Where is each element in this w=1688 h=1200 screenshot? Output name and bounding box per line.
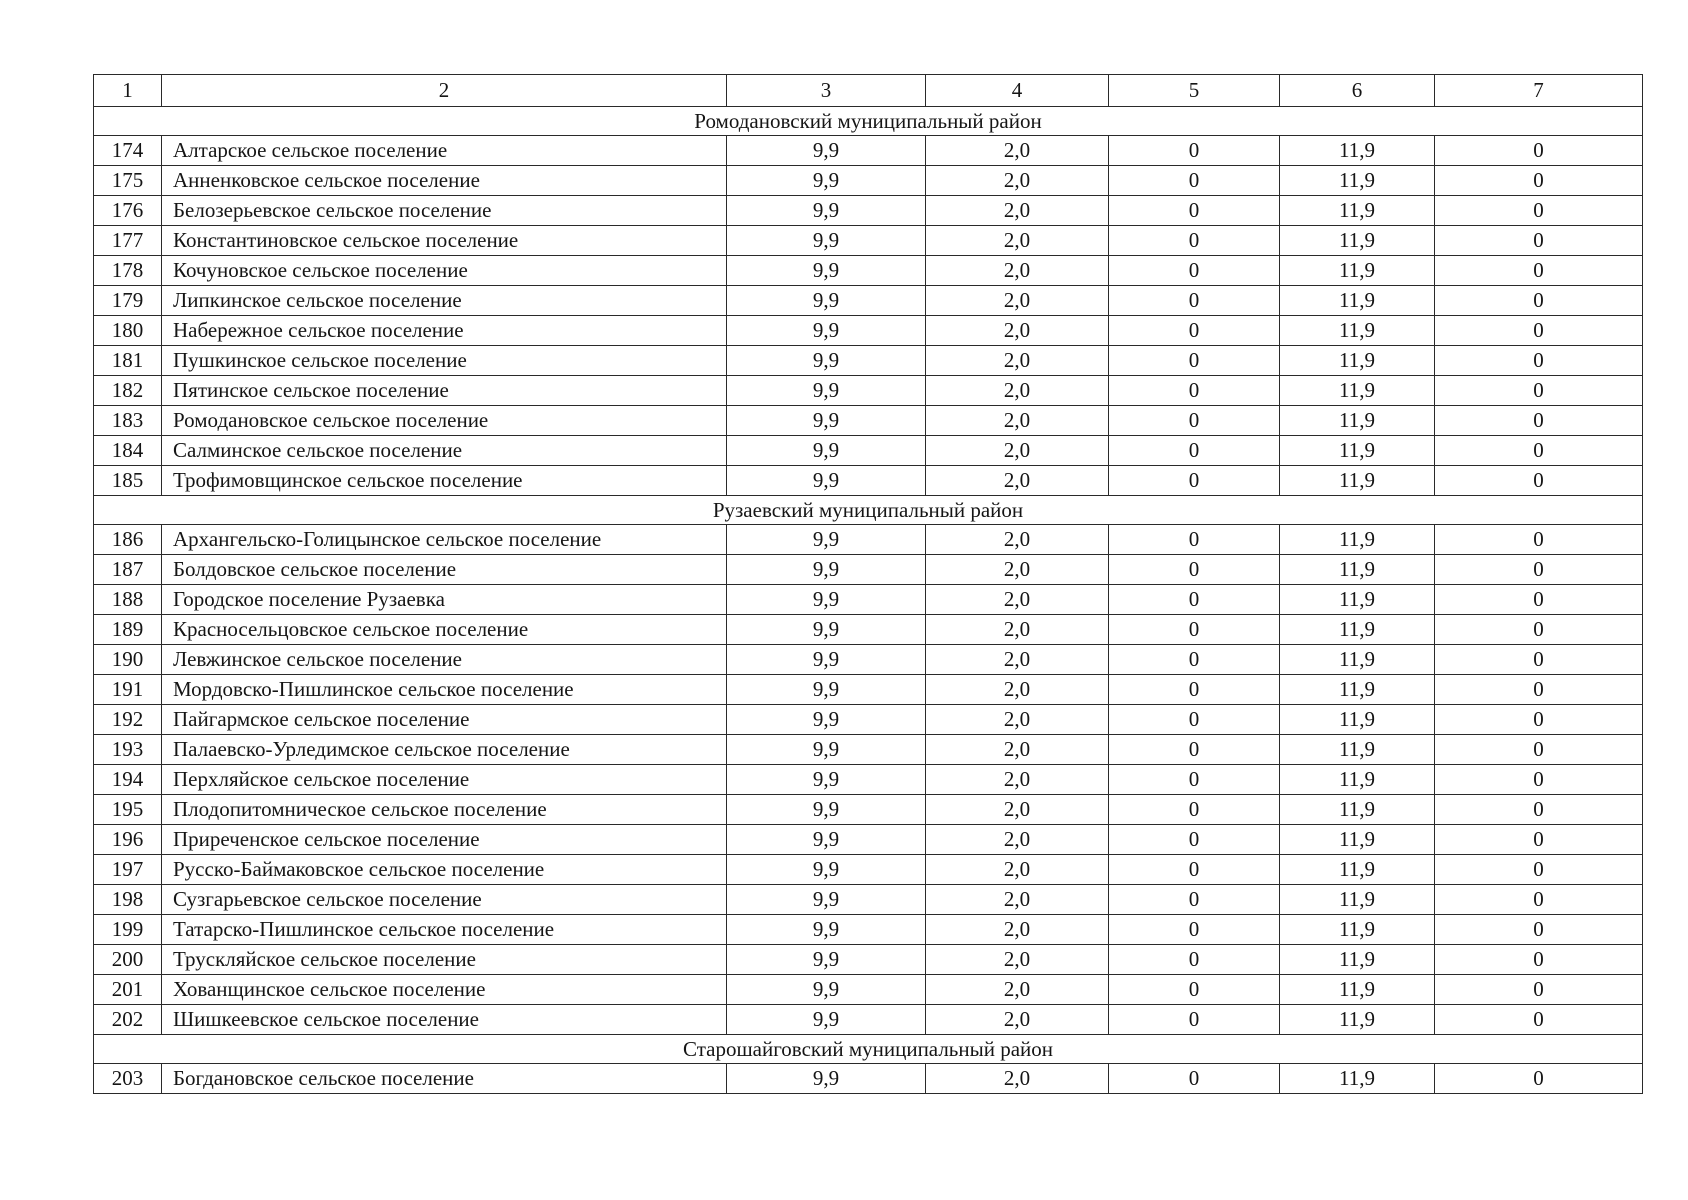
settlement-name-cell: Болдовское сельское поселение [162, 555, 727, 585]
column-6-value-cell: 11,9 [1280, 346, 1435, 376]
column-6-value-cell: 11,9 [1280, 615, 1435, 645]
column-3-value-cell: 9,9 [727, 316, 926, 346]
column-number-1: 1 [94, 75, 162, 107]
column-6-value-cell: 11,9 [1280, 585, 1435, 615]
settlement-name-cell: Мордовско-Пишлинское сельское поселение [162, 675, 727, 705]
column-6-value-cell: 11,9 [1280, 436, 1435, 466]
column-4-value-cell: 2,0 [926, 675, 1109, 705]
column-5-value-cell: 0 [1109, 286, 1280, 316]
row-number-cell: 195 [94, 795, 162, 825]
row-number-cell: 199 [94, 915, 162, 945]
column-6-value-cell: 11,9 [1280, 136, 1435, 166]
column-3-value-cell: 9,9 [727, 585, 926, 615]
column-7-value-cell: 0 [1435, 825, 1643, 855]
column-6-value-cell: 11,9 [1280, 196, 1435, 226]
settlement-name-cell: Архангельско-Голицынское сельское поселение [162, 525, 727, 555]
column-3-value-cell: 9,9 [727, 825, 926, 855]
column-4-value-cell: 2,0 [926, 376, 1109, 406]
column-4-value-cell: 2,0 [926, 735, 1109, 765]
settlement-name-cell: Белозерьевское сельское поселение [162, 196, 727, 226]
row-number-cell: 184 [94, 436, 162, 466]
column-3-value-cell: 9,9 [727, 436, 926, 466]
settlement-name-cell: Богдановское сельское поселение [162, 1064, 727, 1094]
settlement-name-cell: Татарско-Пишлинское сельское поселение [162, 915, 727, 945]
column-6-value-cell: 11,9 [1280, 825, 1435, 855]
table-row [94, 286, 1643, 316]
row-number-cell: 183 [94, 406, 162, 436]
column-4-value-cell: 2,0 [926, 346, 1109, 376]
column-4-value-cell: 2,0 [926, 406, 1109, 436]
settlement-name-cell: Анненковское сельское поселение [162, 166, 727, 196]
column-7-value-cell: 0 [1435, 166, 1643, 196]
table-row [94, 166, 1643, 196]
column-3-value-cell: 9,9 [727, 196, 926, 226]
column-6-value-cell: 11,9 [1280, 975, 1435, 1005]
column-5-value-cell: 0 [1109, 705, 1280, 735]
column-3-value-cell: 9,9 [727, 945, 926, 975]
table-row [94, 256, 1643, 286]
column-5-value-cell: 0 [1109, 136, 1280, 166]
column-7-value-cell: 0 [1435, 376, 1643, 406]
column-6-value-cell: 11,9 [1280, 1005, 1435, 1035]
table-row [94, 316, 1643, 346]
column-6-value-cell: 11,9 [1280, 256, 1435, 286]
settlement-name-cell: Русско-Баймаковское сельское поселение [162, 855, 727, 885]
settlement-name-cell: Палаевско-Урледимское сельское поселение [162, 735, 727, 765]
column-4-value-cell: 2,0 [926, 615, 1109, 645]
district-section-row [94, 107, 1643, 136]
row-number-cell: 201 [94, 975, 162, 1005]
column-4-value-cell: 2,0 [926, 975, 1109, 1005]
column-7-value-cell: 0 [1435, 1064, 1643, 1094]
column-4-value-cell: 2,0 [926, 286, 1109, 316]
settlement-name-cell: Кочуновское сельское поселение [162, 256, 727, 286]
table-row [94, 1005, 1643, 1035]
settlement-name-cell: Пушкинское сельское поселение [162, 346, 727, 376]
column-6-value-cell: 11,9 [1280, 376, 1435, 406]
column-5-value-cell: 0 [1109, 466, 1280, 496]
column-6-value-cell: 11,9 [1280, 855, 1435, 885]
column-3-value-cell: 9,9 [727, 346, 926, 376]
district-section-row [94, 496, 1643, 525]
row-number-cell: 191 [94, 675, 162, 705]
column-6-value-cell: 11,9 [1280, 525, 1435, 555]
column-5-value-cell: 0 [1109, 915, 1280, 945]
table-row [94, 735, 1643, 765]
district-section-row [94, 1035, 1643, 1064]
settlement-name-cell: Набережное сельское поселение [162, 316, 727, 346]
row-number-cell: 202 [94, 1005, 162, 1035]
column-5-value-cell: 0 [1109, 316, 1280, 346]
column-6-value-cell: 11,9 [1280, 406, 1435, 436]
column-7-value-cell: 0 [1435, 525, 1643, 555]
column-5-value-cell: 0 [1109, 585, 1280, 615]
column-6-value-cell: 11,9 [1280, 466, 1435, 496]
column-4-value-cell: 2,0 [926, 795, 1109, 825]
column-3-value-cell: 9,9 [727, 855, 926, 885]
column-5-value-cell: 0 [1109, 855, 1280, 885]
column-6-value-cell: 11,9 [1280, 1064, 1435, 1094]
column-number-3: 3 [727, 75, 926, 107]
column-5-value-cell: 0 [1109, 735, 1280, 765]
column-4-value-cell: 2,0 [926, 555, 1109, 585]
row-number-cell: 196 [94, 825, 162, 855]
column-5-value-cell: 0 [1109, 525, 1280, 555]
column-7-value-cell: 0 [1435, 436, 1643, 466]
column-4-value-cell: 2,0 [926, 825, 1109, 855]
column-5-value-cell: 0 [1109, 615, 1280, 645]
column-4-value-cell: 2,0 [926, 436, 1109, 466]
column-4-value-cell: 2,0 [926, 915, 1109, 945]
column-3-value-cell: 9,9 [727, 1064, 926, 1094]
table-row [94, 795, 1643, 825]
column-5-value-cell: 0 [1109, 226, 1280, 256]
column-5-value-cell: 0 [1109, 346, 1280, 376]
row-number-cell: 188 [94, 585, 162, 615]
column-6-value-cell: 11,9 [1280, 795, 1435, 825]
row-number-cell: 189 [94, 615, 162, 645]
column-3-value-cell: 9,9 [727, 795, 926, 825]
column-7-value-cell: 0 [1435, 346, 1643, 376]
table-row [94, 1064, 1643, 1094]
table-row [94, 885, 1643, 915]
table-row [94, 346, 1643, 376]
table-row [94, 406, 1643, 436]
column-6-value-cell: 11,9 [1280, 705, 1435, 735]
column-4-value-cell: 2,0 [926, 1064, 1109, 1094]
column-3-value-cell: 9,9 [727, 166, 926, 196]
column-3-value-cell: 9,9 [727, 226, 926, 256]
row-number-cell: 187 [94, 555, 162, 585]
column-4-value-cell: 2,0 [926, 256, 1109, 286]
table-row [94, 645, 1643, 675]
table-row [94, 555, 1643, 585]
table-row [94, 945, 1643, 975]
column-7-value-cell: 0 [1435, 406, 1643, 436]
column-6-value-cell: 11,9 [1280, 555, 1435, 585]
column-3-value-cell: 9,9 [727, 675, 926, 705]
settlement-name-cell: Шишкеевское сельское поселение [162, 1005, 727, 1035]
column-6-value-cell: 11,9 [1280, 316, 1435, 346]
column-7-value-cell: 0 [1435, 945, 1643, 975]
settlements-table [93, 74, 1643, 1094]
settlement-name-cell: Салминское сельское поселение [162, 436, 727, 466]
column-number-5: 5 [1109, 75, 1280, 107]
settlement-name-cell: Красносельцовское сельское поселение [162, 615, 727, 645]
column-3-value-cell: 9,9 [727, 256, 926, 286]
column-7-value-cell: 0 [1435, 735, 1643, 765]
settlement-name-cell: Константиновское сельское поселение [162, 226, 727, 256]
row-number-cell: 177 [94, 226, 162, 256]
column-6-value-cell: 11,9 [1280, 735, 1435, 765]
column-3-value-cell: 9,9 [727, 555, 926, 585]
column-4-value-cell: 2,0 [926, 885, 1109, 915]
column-7-value-cell: 0 [1435, 615, 1643, 645]
row-number-cell: 175 [94, 166, 162, 196]
column-4-value-cell: 2,0 [926, 1005, 1109, 1035]
column-4-value-cell: 2,0 [926, 166, 1109, 196]
column-5-value-cell: 0 [1109, 256, 1280, 286]
district-section-title: Рузаевский муниципальный район [94, 496, 1643, 525]
settlement-name-cell: Плодопитомническое сельское поселение [162, 795, 727, 825]
column-4-value-cell: 2,0 [926, 196, 1109, 226]
table-row [94, 825, 1643, 855]
column-3-value-cell: 9,9 [727, 705, 926, 735]
table-row [94, 915, 1643, 945]
column-5-value-cell: 0 [1109, 945, 1280, 975]
column-3-value-cell: 9,9 [727, 286, 926, 316]
column-7-value-cell: 0 [1435, 196, 1643, 226]
column-6-value-cell: 11,9 [1280, 675, 1435, 705]
column-6-value-cell: 11,9 [1280, 166, 1435, 196]
column-3-value-cell: 9,9 [727, 376, 926, 406]
settlement-name-cell: Пайгармское сельское поселение [162, 705, 727, 735]
column-5-value-cell: 0 [1109, 975, 1280, 1005]
settlement-name-cell: Левжинское сельское поселение [162, 645, 727, 675]
column-7-value-cell: 0 [1435, 915, 1643, 945]
column-7-value-cell: 0 [1435, 466, 1643, 496]
column-7-value-cell: 0 [1435, 1005, 1643, 1035]
row-number-cell: 180 [94, 316, 162, 346]
column-7-value-cell: 0 [1435, 675, 1643, 705]
settlement-name-cell: Перхляйское сельское поселение [162, 765, 727, 795]
column-3-value-cell: 9,9 [727, 466, 926, 496]
row-number-cell: 203 [94, 1064, 162, 1094]
column-7-value-cell: 0 [1435, 975, 1643, 1005]
column-6-value-cell: 11,9 [1280, 765, 1435, 795]
row-number-cell: 200 [94, 945, 162, 975]
table-row [94, 196, 1643, 226]
column-4-value-cell: 2,0 [926, 136, 1109, 166]
district-section-title: Ромодановский муниципальный район [94, 107, 1643, 136]
column-5-value-cell: 0 [1109, 645, 1280, 675]
column-4-value-cell: 2,0 [926, 645, 1109, 675]
column-5-value-cell: 0 [1109, 436, 1280, 466]
row-number-cell: 179 [94, 286, 162, 316]
row-number-cell: 197 [94, 855, 162, 885]
column-5-value-cell: 0 [1109, 555, 1280, 585]
column-3-value-cell: 9,9 [727, 615, 926, 645]
column-5-value-cell: 0 [1109, 675, 1280, 705]
column-5-value-cell: 0 [1109, 196, 1280, 226]
column-6-value-cell: 11,9 [1280, 286, 1435, 316]
column-5-value-cell: 0 [1109, 1005, 1280, 1035]
column-7-value-cell: 0 [1435, 885, 1643, 915]
column-5-value-cell: 0 [1109, 885, 1280, 915]
column-3-value-cell: 9,9 [727, 406, 926, 436]
column-3-value-cell: 9,9 [727, 645, 926, 675]
table-row [94, 675, 1643, 705]
row-number-cell: 181 [94, 346, 162, 376]
settlement-name-cell: Пятинское сельское поселение [162, 376, 727, 406]
column-number-header-row [94, 75, 1643, 107]
column-5-value-cell: 0 [1109, 765, 1280, 795]
column-3-value-cell: 9,9 [727, 1005, 926, 1035]
row-number-cell: 178 [94, 256, 162, 286]
row-number-cell: 182 [94, 376, 162, 406]
column-7-value-cell: 0 [1435, 855, 1643, 885]
column-number-7: 7 [1435, 75, 1643, 107]
column-4-value-cell: 2,0 [926, 316, 1109, 346]
column-5-value-cell: 0 [1109, 825, 1280, 855]
settlement-name-cell: Липкинское сельское поселение [162, 286, 727, 316]
column-7-value-cell: 0 [1435, 316, 1643, 346]
column-4-value-cell: 2,0 [926, 765, 1109, 795]
column-7-value-cell: 0 [1435, 256, 1643, 286]
column-7-value-cell: 0 [1435, 585, 1643, 615]
table-row [94, 466, 1643, 496]
settlement-name-cell: Приреченское сельское поселение [162, 825, 727, 855]
column-7-value-cell: 0 [1435, 226, 1643, 256]
table-row [94, 615, 1643, 645]
column-7-value-cell: 0 [1435, 765, 1643, 795]
settlement-name-cell: Трофимовщинское сельское поселение [162, 466, 727, 496]
settlement-name-cell: Хованщинское сельское поселение [162, 975, 727, 1005]
column-4-value-cell: 2,0 [926, 945, 1109, 975]
column-6-value-cell: 11,9 [1280, 226, 1435, 256]
column-5-value-cell: 0 [1109, 376, 1280, 406]
settlement-name-cell: Сузгарьевское сельское поселение [162, 885, 727, 915]
table-row [94, 765, 1643, 795]
table-row [94, 855, 1643, 885]
table-row [94, 975, 1643, 1005]
table-row [94, 136, 1643, 166]
table-row [94, 376, 1643, 406]
row-number-cell: 185 [94, 466, 162, 496]
column-7-value-cell: 0 [1435, 136, 1643, 166]
column-7-value-cell: 0 [1435, 645, 1643, 675]
row-number-cell: 198 [94, 885, 162, 915]
row-number-cell: 176 [94, 196, 162, 226]
column-7-value-cell: 0 [1435, 286, 1643, 316]
column-3-value-cell: 9,9 [727, 525, 926, 555]
column-4-value-cell: 2,0 [926, 466, 1109, 496]
row-number-cell: 190 [94, 645, 162, 675]
column-6-value-cell: 11,9 [1280, 945, 1435, 975]
column-4-value-cell: 2,0 [926, 705, 1109, 735]
district-section-title: Старошайговский муниципальный район [94, 1035, 1643, 1064]
column-3-value-cell: 9,9 [727, 885, 926, 915]
column-4-value-cell: 2,0 [926, 855, 1109, 885]
table-row [94, 436, 1643, 466]
row-number-cell: 193 [94, 735, 162, 765]
column-number-4: 4 [926, 75, 1109, 107]
settlement-name-cell: Алтарское сельское поселение [162, 136, 727, 166]
column-3-value-cell: 9,9 [727, 136, 926, 166]
table-row [94, 226, 1643, 256]
column-3-value-cell: 9,9 [727, 735, 926, 765]
table-row [94, 525, 1643, 555]
column-3-value-cell: 9,9 [727, 765, 926, 795]
column-6-value-cell: 11,9 [1280, 885, 1435, 915]
table-row [94, 705, 1643, 735]
column-5-value-cell: 0 [1109, 166, 1280, 196]
column-7-value-cell: 0 [1435, 705, 1643, 735]
column-5-value-cell: 0 [1109, 795, 1280, 825]
column-7-value-cell: 0 [1435, 795, 1643, 825]
column-4-value-cell: 2,0 [926, 226, 1109, 256]
settlement-name-cell: Ромодановское сельское поселение [162, 406, 727, 436]
column-3-value-cell: 9,9 [727, 975, 926, 1005]
column-4-value-cell: 2,0 [926, 585, 1109, 615]
column-6-value-cell: 11,9 [1280, 645, 1435, 675]
row-number-cell: 194 [94, 765, 162, 795]
column-4-value-cell: 2,0 [926, 525, 1109, 555]
column-7-value-cell: 0 [1435, 555, 1643, 585]
column-5-value-cell: 0 [1109, 406, 1280, 436]
column-5-value-cell: 0 [1109, 1064, 1280, 1094]
column-6-value-cell: 11,9 [1280, 915, 1435, 945]
settlement-name-cell: Трускляйское сельское поселение [162, 945, 727, 975]
row-number-cell: 174 [94, 136, 162, 166]
row-number-cell: 186 [94, 525, 162, 555]
row-number-cell: 192 [94, 705, 162, 735]
settlement-name-cell: Городское поселение Рузаевка [162, 585, 727, 615]
column-3-value-cell: 9,9 [727, 915, 926, 945]
column-number-6: 6 [1280, 75, 1435, 107]
table-row [94, 585, 1643, 615]
column-number-2: 2 [162, 75, 727, 107]
